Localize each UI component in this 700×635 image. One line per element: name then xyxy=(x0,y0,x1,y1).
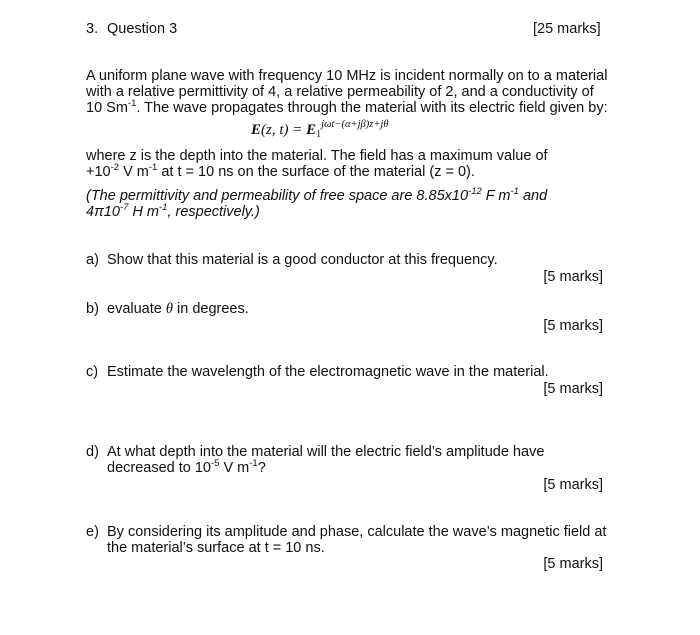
intro-line-3-a: 10 Sm xyxy=(86,100,128,116)
part-b-label: b) xyxy=(86,301,99,317)
equation-lhs: E xyxy=(251,122,262,138)
equation-rhs-base: E xyxy=(306,122,317,138)
where-line-1: where z is the depth into the material. The field has a maximum value of xyxy=(86,148,548,164)
part-b-text-b: in degrees. xyxy=(172,301,249,317)
part-b-marks: [5 marks] xyxy=(543,318,603,334)
part-e-marks: [5 marks] xyxy=(543,556,603,572)
part-b-text-a: evaluate xyxy=(107,301,166,317)
equation-rhs-sub: 1 xyxy=(316,129,322,140)
constants-line-2-sup-2: -1 xyxy=(158,202,168,213)
part-d-line-2-sup-2: -1 xyxy=(249,458,258,469)
intro-line-3 xyxy=(86,100,608,116)
constants-line-1 xyxy=(86,188,547,204)
question-title: Question 3 xyxy=(107,21,178,37)
part-d-line-2 xyxy=(107,460,266,476)
where-line-2-c: at t = 10 ns on the surface of the material (z = 0). xyxy=(157,164,475,180)
constants-line-2 xyxy=(86,204,260,220)
part-c-text: Estimate the wavelength of the electromagnetic wave in the material. xyxy=(107,364,549,380)
constants-line-2-sup-1: -7 xyxy=(119,202,129,213)
part-d-line-2-b: V m xyxy=(219,460,250,476)
part-d-line-2-a: decreased to 10 xyxy=(107,460,211,476)
constants-line-2-b: H m xyxy=(128,204,159,220)
constants-line-2-a: 4π10 xyxy=(86,204,120,220)
where-line-2-a: +10 xyxy=(86,164,111,180)
constants-line-2-c: , respectively.) xyxy=(167,204,260,220)
part-e-label: e) xyxy=(86,524,99,540)
part-a-marks: [5 marks] xyxy=(543,269,603,285)
constants-line-1-b: F m xyxy=(481,188,511,204)
where-line-2-b: V m xyxy=(119,164,149,180)
part-c-marks: [5 marks] xyxy=(543,381,603,397)
where-line-2-sup-1: -2 xyxy=(110,162,120,173)
part-b-text xyxy=(107,301,249,317)
part-d-label: d) xyxy=(86,444,99,460)
part-a-label: a) xyxy=(86,252,99,268)
part-d-line-2-sup-1: -5 xyxy=(211,458,220,469)
where-line-2 xyxy=(86,164,475,180)
part-e-line-1: By considering its amplitude and phase, calculate the wave’s magnetic field at xyxy=(107,524,607,540)
where-line-2-sup-2: -1 xyxy=(148,162,158,173)
intro-line-1: A uniform plane wave with frequency 10 MHz is incident normally on to a material xyxy=(86,68,608,84)
part-c-label: c) xyxy=(86,364,99,380)
constants-line-1-a: (The permittivity and permeability of free space are 8.85x10 xyxy=(86,188,469,204)
question-number: 3. xyxy=(86,21,99,37)
total-marks: [25 marks] xyxy=(533,21,601,37)
intro-line-3-sup: -1 xyxy=(127,98,137,109)
equation-exponent: jωt−(α+jβ)z+jθ xyxy=(321,119,389,130)
intro-line-3-b: . The wave propagates through the material with its electric field given by: xyxy=(136,100,608,116)
field-equation xyxy=(251,120,388,140)
equation-args: (z, t) = xyxy=(261,122,307,138)
constants-line-1-sup-1: -12 xyxy=(468,186,482,197)
part-e-line-2: the material’s surface at t = 10 ns. xyxy=(107,540,325,556)
part-d-marks: [5 marks] xyxy=(543,477,603,493)
constants-line-1-sup-2: -1 xyxy=(510,186,519,197)
part-d-line-1: At what depth into the material will the electric field’s amplitude have xyxy=(107,444,545,460)
part-d-line-2-c: ? xyxy=(257,460,266,476)
part-b-theta: θ xyxy=(165,301,173,317)
intro-line-2: with a relative permittivity of 4, a relative permeability of 2, and a conductivity of xyxy=(86,84,594,100)
part-a-text: Show that this material is a good conductor at this frequency. xyxy=(107,252,498,268)
constants-line-1-c: and xyxy=(518,188,548,204)
